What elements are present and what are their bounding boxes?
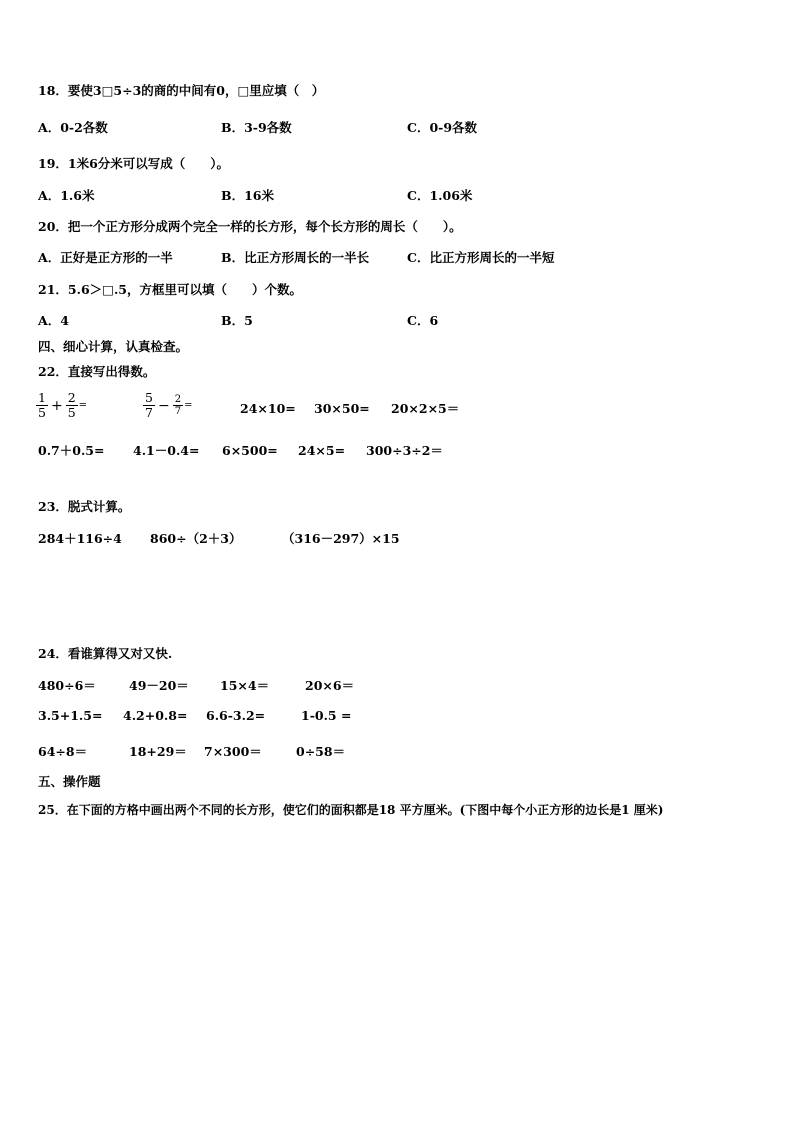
question-20-stem: 20．把一个正方形分成两个完全一样的长方形，每个长方形的周长（ ）。 — [38, 219, 462, 234]
q20-option-b[interactable]: B．比正方形周长的一半长 — [221, 250, 370, 265]
question-23-stem: 23．脱式计算。 — [38, 499, 131, 514]
q21-option-a[interactable]: A．4 — [38, 313, 69, 328]
operator-plus: + — [50, 397, 63, 414]
exercise-22-2: 30×50= — [314, 401, 370, 416]
exercise-22-5: 4.1－0.4= — [133, 443, 200, 458]
fraction-expression-2 — [143, 391, 192, 420]
exercise-23-1: 284＋116÷4 — [38, 531, 122, 546]
exercise-23-2: 860÷（2＋3） — [150, 531, 242, 546]
q20-option-a[interactable]: A．正好是正方形的一半 — [38, 250, 173, 265]
exercise-24-5: 3.5+1.5= — [38, 708, 103, 723]
exercise-24-2: 49－20＝ — [129, 678, 189, 693]
fraction-1-5: $\frac{1}{5}$ — [38, 390, 46, 420]
exercise-24-11: 7×300＝ — [204, 744, 262, 759]
q18-option-a[interactable]: A．0-2各数 — [38, 120, 108, 135]
exercise-24-10: 18+29＝ — [129, 744, 187, 759]
q18-option-c[interactable]: C．0-9各数 — [407, 120, 478, 135]
exercise-24-9: 64÷8＝ — [38, 744, 88, 759]
question-25-stem: 25．在下面的方格中画出两个不同的长方形，使它们的面积都是18 平方厘米。(下图中每个小正方形的边长是1 厘米) — [38, 803, 664, 817]
fraction-expression-1 — [36, 391, 87, 420]
question-19-stem: 19．1米6分米可以写成（ ）。 — [38, 156, 230, 171]
exercise-24-8: 1-0.5 = — [301, 708, 352, 723]
question-24-stem: 24．看谁算得又对又快. — [38, 646, 173, 661]
operator-minus: − — [157, 397, 170, 414]
q21-option-b[interactable]: B．5 — [221, 313, 253, 328]
q19-option-c[interactable]: C．1.06米 — [407, 188, 473, 203]
exercise-24-12: 0÷58＝ — [296, 744, 346, 759]
fraction-5-7: $\frac{5}{7}$ — [145, 390, 153, 420]
q19-option-b[interactable]: B．16米 — [221, 188, 274, 203]
question-22-stem: 22．直接写出得数。 — [38, 364, 156, 379]
exercise-22-3: 20×2×5＝ — [391, 401, 460, 416]
exercise-22-6: 6×500= — [222, 443, 278, 458]
exercise-24-4: 20×6＝ — [305, 678, 355, 693]
fraction-2-5: $\frac{2}{5}$ — [67, 390, 76, 420]
question-18-stem: 18．要使3□5÷3的商的中间有0，□里应填（ ） — [38, 83, 325, 98]
exercise-24-7: 6.6-3.2= — [206, 708, 266, 723]
equals-sign: = — [78, 400, 88, 411]
exercise-23-3: （316－297）×15 — [282, 531, 400, 546]
question-21-stem: 21．5.6＞□.5，方框里可以填（ ）个数。 — [38, 282, 303, 297]
exercise-22-7: 24×5= — [298, 443, 346, 458]
exercise-22-1: 24×10= — [240, 401, 296, 416]
exercise-22-4: 0.7＋0.5= — [38, 443, 105, 458]
section-4-title: 四、细心计算，认真检查。 — [38, 339, 189, 354]
q20-option-c[interactable]: C．比正方形周长的一半短 — [407, 250, 555, 265]
exercise-24-1: 480÷6＝ — [38, 678, 96, 693]
equals-sign: = — [184, 400, 193, 411]
q18-option-b[interactable]: B．3-9各数 — [221, 120, 292, 135]
q19-option-a[interactable]: A．1.6米 — [38, 188, 95, 203]
exercise-22-8: 300÷3÷2＝ — [366, 443, 443, 458]
section-5-title: 五、操作题 — [38, 774, 101, 789]
exercise-24-3: 15×4＝ — [220, 678, 270, 693]
fraction-2-7: $\frac{2}{7}$ — [174, 394, 182, 417]
q21-option-c[interactable]: C．6 — [407, 313, 439, 328]
exercise-24-6: 4.2+0.8= — [123, 708, 188, 723]
